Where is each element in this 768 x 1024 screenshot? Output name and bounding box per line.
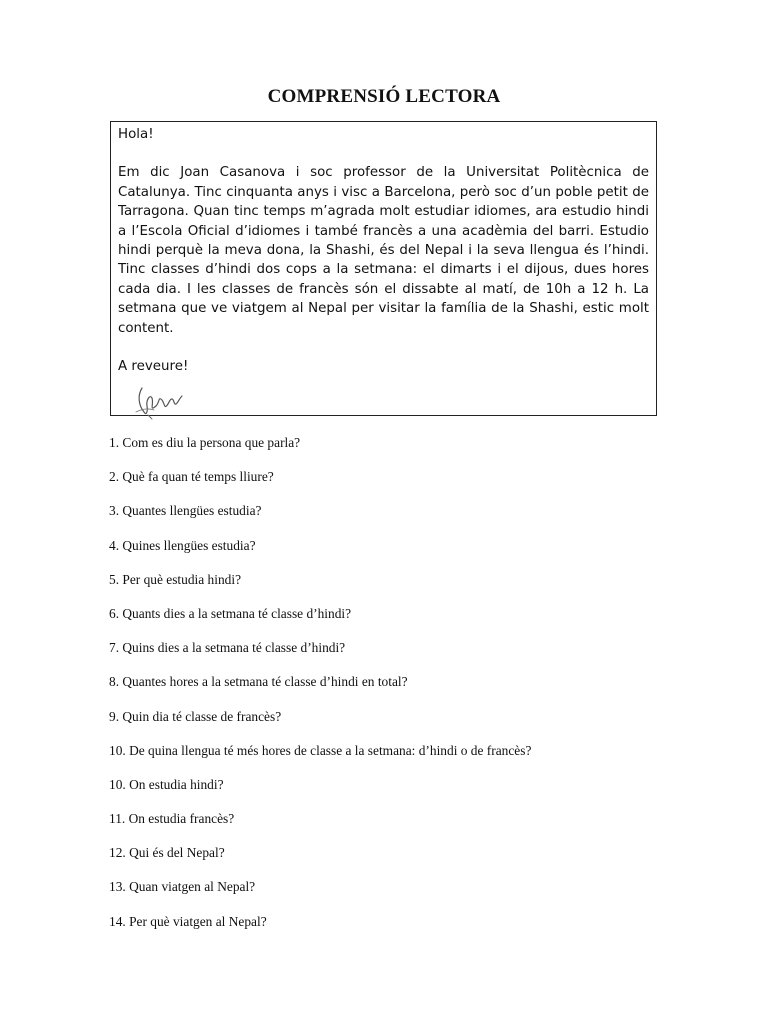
question-item: 7. Quins dies a la setmana té classe d’hindi?	[109, 640, 346, 656]
question-item: 10. On estudia hindi?	[109, 776, 224, 792]
question-item: 9. Quin dia té classe de francès?	[109, 708, 282, 724]
letter-greeting: Hola!	[118, 127, 154, 142]
signature-icon	[128, 382, 190, 422]
question-item: 13. Quan viatgen al Nepal?	[109, 879, 256, 895]
letter-body: Em dic Joan Casanova i soc professor de la Universitat Politècnica de Catalunya. Tinc cinquanta anys i visc a Barcelona, però soc d’un poble petit de Tarragona. Quan tinc temps m’agrada molt estudiar idiomes, ara estudio hindi a l’Escola Oficial d’idiomes i també francès a una acadèmia del barri. Estudio hindi perquè la meva dona, la Shashi, és del Nepal i la seva llengua és l’hindi. Tinc classes d’hindi dos cops a la setmana: el dimarts i el dijous, dues hores cada dia. I les classes de francès són el dissabte al matí, de 10h a 12 h. La setmana que ve viatgem al Nepal per visitar la família de la Shashi, estic molt content.	[118, 165, 649, 336]
question-item: 4. Quines llengües estudia?	[109, 537, 256, 553]
question-item: 6. Quants dies a la setmana té classe d’hindi?	[109, 605, 352, 621]
letter-box	[110, 121, 657, 416]
question-item: 5. Per què estudia hindi?	[109, 571, 242, 587]
question-item: 12. Qui és del Nepal?	[109, 845, 225, 861]
question-item: 14. Per què viatgen al Nepal?	[109, 913, 267, 929]
question-item: 11. On estudia francès?	[109, 811, 235, 827]
question-item: 10. De quina llengua té més hores de classe a la setmana: d’hindi o de francès?	[109, 742, 532, 758]
question-item: 2. Què fa quan té temps lliure?	[109, 469, 274, 485]
question-item: 1. Com es diu la persona que parla?	[109, 435, 301, 450]
questions-list	[109, 433, 531, 946]
question-item: 3. Quantes llengües estudia?	[109, 503, 262, 519]
question-item: 8. Quantes hores a la setmana té classe d’hindi en total?	[109, 674, 408, 690]
page-title: COMPRENSIÓ LECTORA	[267, 86, 501, 107]
letter-closing: A reveure!	[118, 359, 189, 375]
